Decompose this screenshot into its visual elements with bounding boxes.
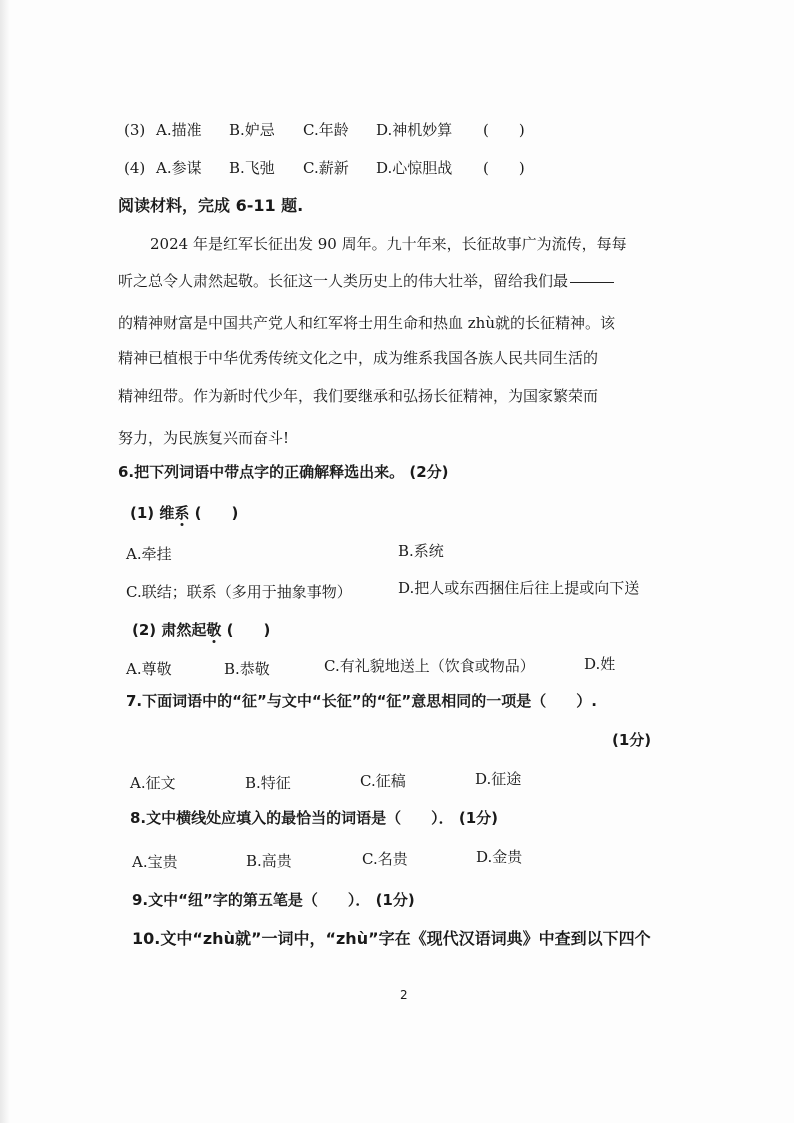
q6-sub2-dotted-char: 敬 — [206, 621, 222, 639]
q5-row4-answer-blank[interactable]: ( ) — [483, 159, 525, 177]
q8-option-c: C.名贵 — [362, 850, 408, 868]
q6-sub2-option-a: A.尊敬 — [126, 660, 172, 678]
q6-sub1-answer-blank[interactable]: ( ) — [194, 504, 239, 522]
q6-sub1 — [130, 503, 238, 523]
page-number: 2 — [400, 988, 408, 1002]
q6-sub2-word-prefix: 肃然起 — [161, 621, 207, 639]
q10-stem: 10.文中“zhù就”一词中，“zhù”字在《现代汉语词典》中查到以下四个 — [132, 929, 651, 948]
q8-option-a: A.宝贵 — [132, 853, 178, 871]
q9-stem: 9.文中“纽”字的第五笔是（ ）． (1分) — [132, 891, 415, 909]
q6-sub2 — [132, 620, 270, 640]
reading-line-2-text: 听之总令人肃然起敬。长征这一人类历史上的伟大壮举，留给我们最 — [118, 272, 569, 290]
reading-line-3: 的精神财富是中国共产党人和红军将士用生命和热血 zhù就的长征精神。该 — [118, 314, 615, 332]
q6-sub1-option-a: A.牵挂 — [126, 545, 172, 563]
q5-row3-option-a: A.描准 — [156, 121, 202, 139]
q6-sub2-option-b: B.恭敬 — [224, 660, 270, 678]
q6-sub1-word-prefix: 维 — [159, 504, 175, 522]
q5-row3-option-b: B.妒忌 — [229, 121, 275, 139]
q6-sub2-option-d: D.姓 — [584, 655, 616, 673]
q6-sub2-option-c: C.有礼貌地送上（饮食或物品） — [324, 657, 535, 675]
q7-score: (1分) — [612, 731, 652, 749]
q5-row4-option-a: A.参谋 — [156, 159, 202, 177]
reading-line-4: 精神已植根于中华优秀传统文化之中，成为维系我国各族人民共同生活的 — [118, 349, 599, 367]
q5-row3-answer-blank[interactable]: ( ) — [483, 121, 525, 139]
q5-row4-option-c: C.薪新 — [303, 159, 349, 177]
q6-sub1-option-d: D.把人或东西捆住后往上提或向下送 — [398, 579, 640, 597]
q6-sub2-label: (2) — [132, 621, 157, 639]
q5-row4-option-b: B.飞弛 — [229, 159, 275, 177]
q5-row3-option-c: C.年龄 — [303, 121, 349, 139]
q5-row4-option-d: D.心惊胆战 — [376, 159, 453, 177]
q7-option-d: D.征途 — [475, 770, 522, 788]
q5-row3-number: (3) — [124, 121, 146, 139]
q6-sub2-answer-blank[interactable]: ( ) — [226, 621, 271, 639]
q8-option-b: B.高贵 — [246, 852, 292, 870]
reading-heading: 阅读材料，完成 6-11 题. — [118, 196, 304, 215]
reading-line-2 — [118, 271, 614, 291]
q7-option-a: A.征文 — [130, 774, 176, 792]
reading-line-6: 努力，为民族复兴而奋斗! — [118, 429, 290, 447]
q6-sub1-dotted-char: 系 — [174, 504, 190, 522]
q7-option-c: C.征稿 — [360, 772, 406, 790]
reading-line-5: 精神纽带。作为新时代少年，我们要继承和弘扬长征精神，为国家繁荣而 — [118, 387, 599, 405]
q5-row3-option-d: D.神机妙算 — [376, 121, 453, 139]
reading-line-1: 2024 年是红军长征出发 90 周年。九十年来，长征故事广为流传，每每 — [150, 235, 627, 253]
q6-sub1-option-c: C.联结；联系（多用于抽象事物） — [126, 583, 352, 601]
scan-edge-shadow — [0, 0, 10, 1123]
q8-stem: 8.文中横线处应填入的最恰当的词语是（ ）． (1分) — [130, 809, 499, 827]
q8-option-d: D.金贵 — [476, 848, 523, 866]
q6-sub1-label: (1) — [130, 504, 155, 522]
q6-stem: 6.把下列词语中带点字的正确解释选出来。 (2分) — [118, 463, 449, 481]
q6-sub1-option-b: B.系统 — [398, 542, 444, 560]
q7-option-b: B.特征 — [245, 774, 291, 792]
fill-in-blank-line[interactable] — [570, 281, 614, 283]
q5-row4-number: (4) — [124, 159, 146, 177]
q7-stem: 7.下面词语中的“征”与文中“长征”的“征”意思相同的一项是（ ）. — [126, 692, 597, 710]
